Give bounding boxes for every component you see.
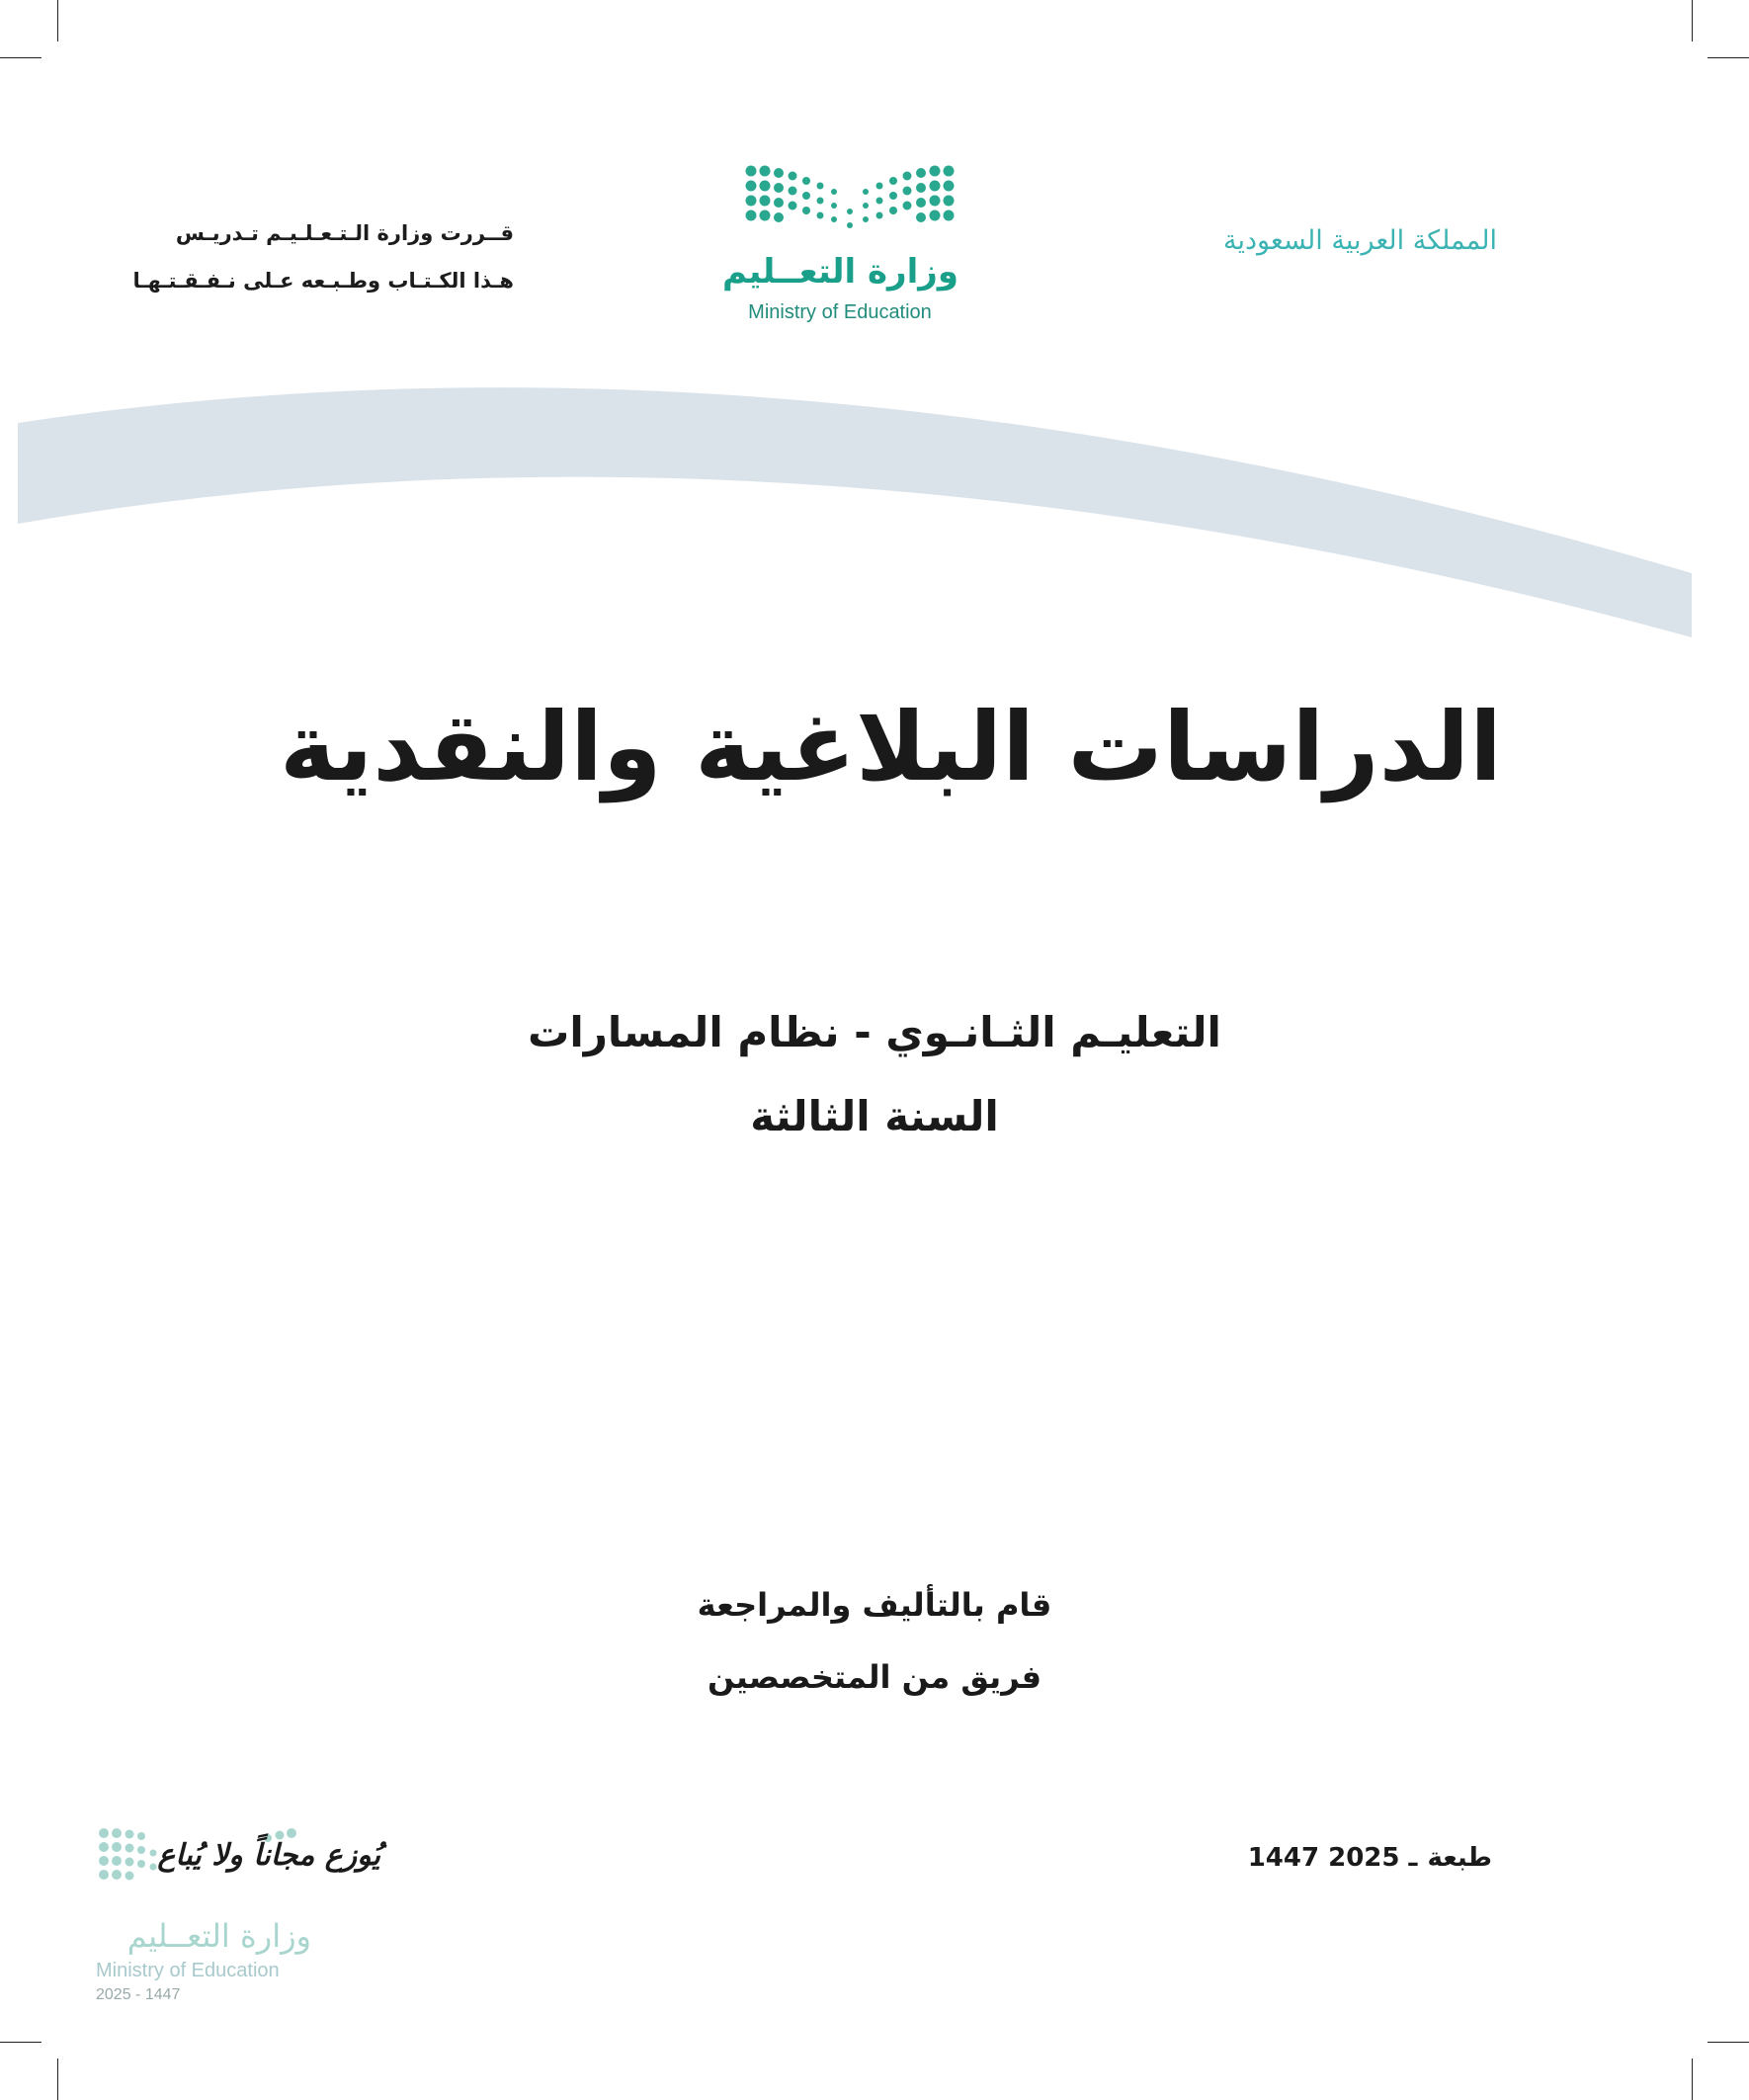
edition-years: 1447 ـ 2025: [1247, 1843, 1418, 1873]
crop-mark: [57, 2058, 58, 2100]
kingdom-label: المملكة العربية السعودية: [1222, 225, 1497, 256]
approval-line-2: هـذا الكـتـاب وطـبـعه عـلى نـفـقـتـهـا: [132, 269, 514, 293]
footer-ministry-name-arabic: وزارة التعــليم: [126, 1917, 311, 1955]
credits-line-1: قام بالتأليف والمراجعة: [697, 1586, 1052, 1624]
crop-mark: [0, 2042, 42, 2043]
ministry-name-english: Ministry of Education: [748, 301, 932, 323]
crop-mark: [1707, 2042, 1749, 2043]
book-title: الدراسات البلاغية والنقدية: [280, 692, 1502, 802]
footer-year: 2025 - 1447: [96, 1986, 181, 2003]
footer-ministry-name-english: Ministry of Education: [96, 1960, 280, 1981]
book-subtitle-year: السنة الثالثة: [750, 1092, 999, 1140]
crop-mark: [1707, 57, 1749, 58]
book-subtitle-track: التعليـم الثـانـوي - نظام المسارات: [528, 1008, 1221, 1056]
crop-mark: [1692, 0, 1693, 42]
free-distribution-label: يُوزع مجاناً ولا يُباع: [157, 1838, 380, 1873]
edition-label: [1245, 1843, 1492, 1873]
decorative-arc: [0, 336, 1749, 672]
approval-line-1: قــررت وزارة الـتـعـلـيـم تـدريـس: [175, 221, 514, 245]
crop-mark: [57, 0, 58, 42]
ministry-name-arabic: وزارة التعــليم: [722, 252, 958, 292]
crop-mark: [1692, 2058, 1693, 2100]
crop-mark: [0, 57, 42, 58]
credits-line-2: فريق من المتخصصين: [707, 1658, 1042, 1696]
edition-word: طبعة: [1427, 1843, 1492, 1873]
approval-statement: [132, 210, 514, 304]
